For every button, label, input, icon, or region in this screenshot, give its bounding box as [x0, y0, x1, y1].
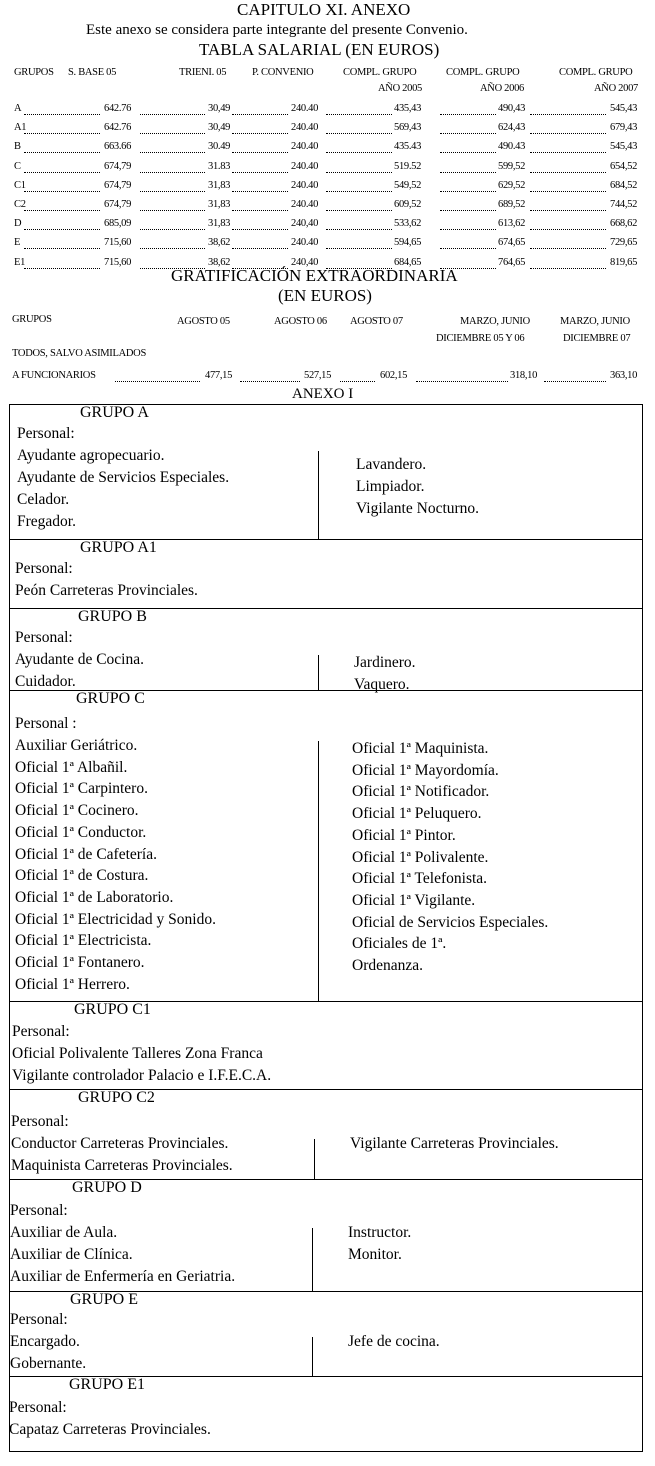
salary-cell: 684,65 — [394, 256, 422, 268]
leader-dots — [232, 172, 288, 173]
column-divider — [312, 1228, 313, 1291]
leader-dots — [140, 152, 205, 153]
leader-dots — [530, 114, 606, 115]
job-title-left: Oficial 1ª de Costura. — [15, 867, 149, 885]
grupo-e-title: GRUPO E — [70, 1291, 139, 1308]
job-title-right: Jefe de cocina. — [348, 1333, 440, 1350]
salary-cell: 240,40 — [291, 218, 319, 230]
leader-dots — [140, 229, 205, 230]
group-code-cell: B — [14, 141, 21, 153]
salary-cell: 689,52 — [498, 199, 526, 210]
job-title-right: Monitor. — [348, 1246, 402, 1263]
job-title-left: Oficial Polivalente Talleres Zona Franca — [12, 1045, 263, 1062]
job-title-right: Oficial de Servicios Especiales. — [352, 913, 549, 931]
leader-dots — [440, 210, 496, 211]
salary-cell: 240.40 — [291, 141, 319, 153]
salary-cell: 490.43 — [498, 141, 526, 153]
leader-dots — [232, 191, 288, 192]
leader-dots — [326, 133, 392, 134]
salary-cell: 240.40 — [291, 237, 319, 249]
job-title-right: Limpiador. — [356, 478, 425, 495]
salary-cell: 624,43 — [498, 122, 526, 134]
job-title-left: Auxiliar Geriátrico. — [15, 737, 138, 754]
leader-dots — [232, 210, 288, 211]
personal-label: Personal : — [15, 715, 77, 733]
leader-dots — [24, 248, 100, 249]
personal-label: Personal: — [11, 1113, 69, 1130]
leader-dots — [240, 381, 300, 382]
leader-dots — [326, 210, 392, 211]
salary-cell: 533,62 — [394, 218, 422, 230]
salary-cell: 545,43 — [610, 141, 638, 153]
salary-cell: 674,79 — [104, 179, 132, 191]
salary-cell: 613,62 — [498, 218, 526, 230]
job-title-left: Oficial 1ª Electricista. — [15, 932, 152, 950]
chapter-title: CAPITULO XI. ANEXO — [237, 0, 411, 19]
leader-dots — [440, 172, 496, 173]
leader-dots — [140, 133, 205, 134]
personal-label: Personal: — [9, 1399, 67, 1416]
salary-cell: 594,65 — [394, 237, 422, 249]
job-title-right: Vigilante Nocturno. — [356, 500, 480, 517]
salary-cell: 30,49 — [208, 122, 231, 134]
job-title-right: Vigilante Carreteras Provinciales. — [350, 1135, 559, 1152]
job-title-right: Oficial 1ª Pintor. — [352, 826, 456, 844]
salary-cell: 31,83 — [208, 218, 231, 230]
leader-dots — [115, 381, 200, 382]
col-header-trienios: TRIENI. 05 — [179, 67, 227, 78]
leader-dots — [544, 381, 606, 382]
salary-cell: 490,43 — [498, 103, 526, 114]
job-title-right: Instructor. — [348, 1224, 412, 1241]
salary-cell: 30,49 — [208, 103, 231, 114]
leader-dots — [232, 133, 288, 134]
job-title-left: Peón Carreteras Provinciales. — [15, 582, 198, 599]
salary-cell: 729,65 — [610, 237, 638, 249]
grat-value-agosto05: 477,15 — [205, 370, 233, 381]
salary-cell: 674,65 — [498, 237, 526, 249]
job-title-left: Conductor Carreteras Provinciales. — [11, 1135, 229, 1152]
group-code-cell: D — [14, 218, 22, 230]
leader-dots — [24, 133, 100, 134]
grat-value-marzo-0506: 318,10 — [510, 370, 538, 381]
job-title-right: Oficial 1ª Mayordomía. — [352, 761, 499, 779]
grupo-b-title: GRUPO B — [78, 608, 147, 625]
grat-value-marzo-07: 363,10 — [610, 370, 638, 381]
grat-value-agosto06: 527,15 — [304, 370, 332, 381]
grupo-c-title: GRUPO C — [76, 690, 145, 707]
subheader-2007: AÑO 2007 — [594, 83, 638, 94]
job-title-left: Encargado. — [10, 1333, 80, 1350]
salary-cell: 819,65 — [610, 256, 638, 268]
salary-cell: 654,52 — [610, 160, 638, 172]
job-title-left: Oficial 1ª de Cafetería. — [15, 845, 157, 863]
salary-cell: 642.76 — [104, 103, 132, 114]
salary-cell: 240.40 — [291, 179, 319, 191]
job-title-left: Oficial 1ª Albañil. — [15, 758, 128, 776]
job-title-right: Oficial 1ª Maquinista. — [352, 740, 489, 757]
column-divider — [318, 655, 319, 690]
job-title-left: Auxiliar de Aula. — [10, 1224, 118, 1241]
grat-subheader-dic-0506: DICIEMBRE 05 Y 06 — [436, 333, 525, 344]
personal-label: Personal: — [12, 1023, 70, 1040]
subheader-2005: AÑO 2005 — [378, 83, 422, 94]
col-header-grupo-2007: COMPL. GRUPO — [559, 67, 633, 78]
salary-cell: 435.43 — [394, 141, 422, 153]
job-title-left: Oficial 1ª Conductor. — [15, 823, 147, 841]
group-code-cell: E — [14, 237, 21, 249]
grupo-d-title: GRUPO D — [72, 1179, 142, 1196]
leader-dots — [232, 114, 288, 115]
grat-row-label-1: TODOS, SALVO ASIMILADOS — [12, 348, 146, 359]
grat-header-marzo-0506: MARZO, JUNIO — [460, 316, 530, 327]
salary-cell: 31,83 — [208, 179, 231, 191]
salary-cell: 31.83 — [208, 160, 231, 172]
job-title-left: Auxiliar de Clínica. — [10, 1246, 133, 1263]
leader-dots — [24, 152, 100, 153]
intro-text: Este anexo se considera parte integrante del presente Convenio. — [86, 22, 468, 38]
group-code-cell: A — [14, 103, 22, 114]
salary-cell: 38,62 — [208, 256, 231, 268]
grat-subheader-dic-07: DICIEMBRE 07 — [563, 333, 631, 344]
salary-cell: 642.76 — [104, 122, 132, 134]
leader-dots — [530, 268, 606, 269]
leader-dots — [326, 248, 392, 249]
job-title-left: Gobernante. — [10, 1355, 87, 1372]
personal-label: Personal: — [17, 425, 75, 442]
job-title-right: Oficial 1ª Notificador. — [352, 783, 490, 801]
group-code-cell: E1 — [14, 256, 26, 268]
salary-cell: 715,60 — [104, 256, 132, 268]
leader-dots — [530, 133, 606, 134]
salary-cell: 240,40 — [291, 256, 319, 268]
leader-dots — [340, 381, 375, 382]
grat-header-agosto06: AGOSTO 06 — [274, 316, 327, 327]
salary-cell: 31,83 — [208, 199, 231, 210]
salary-cell: 609,52 — [394, 199, 422, 210]
grat-header-marzo-07: MARZO, JUNIO — [560, 316, 630, 327]
leader-dots — [140, 210, 205, 211]
leader-dots — [232, 229, 288, 230]
personal-label: Personal: — [10, 1311, 68, 1328]
grupo-a1-title: GRUPO A1 — [80, 539, 157, 556]
job-title-left: Cuidador. — [15, 673, 76, 690]
col-header-grupo-2005: COMPL. GRUPO — [343, 67, 417, 78]
job-title-right: Oficial 1ª Peluquero. — [352, 805, 482, 823]
job-title-right: Oficial 1ª Telefonista. — [352, 870, 488, 888]
job-title-left: Ayudante de Cocina. — [15, 651, 144, 668]
leader-dots — [24, 268, 100, 269]
table-title: TABLA SALARIAL (EN EUROS) — [199, 40, 440, 59]
leader-dots — [24, 210, 100, 211]
leader-dots — [140, 191, 205, 192]
job-title-left: Oficial 1ª Carpintero. — [15, 780, 148, 798]
leader-dots — [530, 152, 606, 153]
job-title-right: Ordenanza. — [352, 957, 423, 974]
col-header-grupos: GRUPOS — [14, 67, 54, 78]
gratification-subtitle: (EN EUROS) — [278, 286, 372, 305]
salary-cell: 30.49 — [208, 141, 231, 153]
leader-dots — [24, 229, 100, 230]
grat-value-agosto07: 602,15 — [380, 370, 408, 381]
salary-cell: 240.40 — [291, 199, 319, 210]
job-title-left: Celador. — [17, 491, 70, 508]
group-code-cell: C — [14, 160, 21, 172]
job-title-left: Capataz Carreteras Provinciales. — [9, 1421, 211, 1438]
column-divider — [318, 451, 319, 539]
subheader-2006: AÑO 2006 — [480, 83, 524, 94]
job-title-left: Fregador. — [17, 513, 76, 530]
leader-dots — [140, 114, 205, 115]
group-code-cell: C1 — [14, 179, 26, 191]
personal-label: Personal: — [15, 629, 73, 646]
job-title-left: Maquinista Carreteras Provinciales. — [11, 1157, 233, 1174]
annex-title: ANEXO I — [292, 386, 354, 402]
grupo-e1-title: GRUPO E1 — [69, 1376, 146, 1393]
column-divider — [318, 741, 319, 1001]
leader-dots — [326, 114, 392, 115]
salary-cell: 599,52 — [498, 160, 526, 172]
grat-header-grupos: GRUPOS — [12, 314, 52, 325]
salary-cell: 549,52 — [394, 179, 422, 191]
salary-cell: 38,62 — [208, 237, 231, 249]
salary-cell: 674,79 — [104, 199, 132, 210]
job-title-right: Oficial 1ª Vigilante. — [352, 891, 476, 909]
job-title-right: Jardinero. — [354, 654, 416, 671]
salary-cell: 715,60 — [104, 237, 132, 249]
job-title-right: Oficial 1ª Polivalente. — [352, 848, 489, 866]
salary-cell: 663.66 — [104, 141, 132, 153]
column-divider — [314, 1139, 315, 1179]
leader-dots — [440, 248, 496, 249]
salary-cell: 435,43 — [394, 103, 422, 114]
job-title-left: Vigilante controlador Palacio e I.F.E.C.A. — [12, 1067, 272, 1084]
leader-dots — [232, 152, 288, 153]
salary-cell: 764,65 — [498, 256, 526, 268]
job-title-right: Vaquero. — [354, 676, 410, 693]
leader-dots — [530, 191, 606, 192]
leader-dots — [140, 172, 205, 173]
leader-dots — [440, 229, 496, 230]
grupo-a-title: GRUPO A — [80, 404, 149, 421]
leader-dots — [326, 191, 392, 192]
leader-dots — [440, 114, 496, 115]
salary-cell: 684,52 — [610, 179, 638, 191]
leader-dots — [24, 114, 100, 115]
job-title-left: Oficial 1ª Cocinero. — [15, 802, 139, 820]
group-code-cell: A1 — [14, 122, 27, 134]
salary-cell: 519.52 — [394, 160, 422, 172]
leader-dots — [530, 248, 606, 249]
grupo-c1-title: GRUPO C1 — [74, 1001, 151, 1018]
job-title-left: Oficial 1ª Herrero. — [15, 975, 130, 993]
salary-cell: 668,62 — [610, 218, 638, 230]
leader-dots — [530, 229, 606, 230]
personal-label: Personal: — [10, 1202, 68, 1219]
grat-row-label-2: A FUNCIONARIOS — [12, 370, 96, 381]
job-title-right: Oficiales de 1ª. — [352, 935, 447, 953]
gratification-title: GRATIFICACIÓN EXTRAORDINARIA — [171, 266, 458, 285]
leader-dots — [326, 229, 392, 230]
job-title-left: Ayudante agropecuario. — [17, 447, 165, 464]
job-title-left: Ayudante de Servicios Especiales. — [17, 469, 230, 486]
salary-cell: 685,09 — [104, 218, 132, 230]
grat-header-agosto07: AGOSTO 07 — [350, 316, 403, 327]
leader-dots — [24, 172, 100, 173]
col-header-grupo-2006: COMPL. GRUPO — [446, 67, 520, 78]
col-header-base: S. BASE 05 — [68, 67, 117, 78]
leader-dots — [440, 133, 496, 134]
col-header-convenio: P. CONVENIO — [252, 67, 314, 78]
leader-dots — [140, 248, 205, 249]
leader-dots — [232, 248, 288, 249]
job-title-left: Oficial 1ª Electricidad y Sonido. — [15, 910, 216, 928]
salary-cell: 240.40 — [291, 103, 319, 114]
grat-header-agosto05: AGOSTO 05 — [177, 316, 230, 327]
job-title-right: Lavandero. — [356, 456, 427, 473]
salary-cell: 240.40 — [291, 160, 319, 172]
leader-dots — [24, 191, 100, 192]
salary-cell: 674,79 — [104, 160, 132, 172]
group-code-cell: C2 — [14, 199, 26, 210]
leader-dots — [530, 172, 606, 173]
personal-label: Personal: — [15, 560, 73, 577]
salary-cell: 240.40 — [291, 122, 319, 134]
leader-dots — [440, 152, 496, 153]
leader-dots — [326, 152, 392, 153]
leader-dots — [326, 172, 392, 173]
salary-cell: 679,43 — [610, 122, 638, 134]
job-title-left: Oficial 1ª de Laboratorio. — [15, 888, 174, 906]
salary-cell: 744,52 — [610, 199, 638, 210]
salary-cell: 545,43 — [610, 103, 638, 114]
job-title-left: Oficial 1ª Fontanero. — [15, 954, 145, 971]
salary-cell: 569,43 — [394, 122, 422, 134]
leader-dots — [440, 191, 496, 192]
leader-dots — [416, 381, 508, 382]
grupo-c2-title: GRUPO C2 — [78, 1089, 155, 1106]
leader-dots — [530, 210, 606, 211]
column-divider — [312, 1337, 313, 1376]
salary-cell: 629,52 — [498, 179, 526, 191]
job-title-left: Auxiliar de Enfermería en Geriatria. — [10, 1268, 236, 1285]
